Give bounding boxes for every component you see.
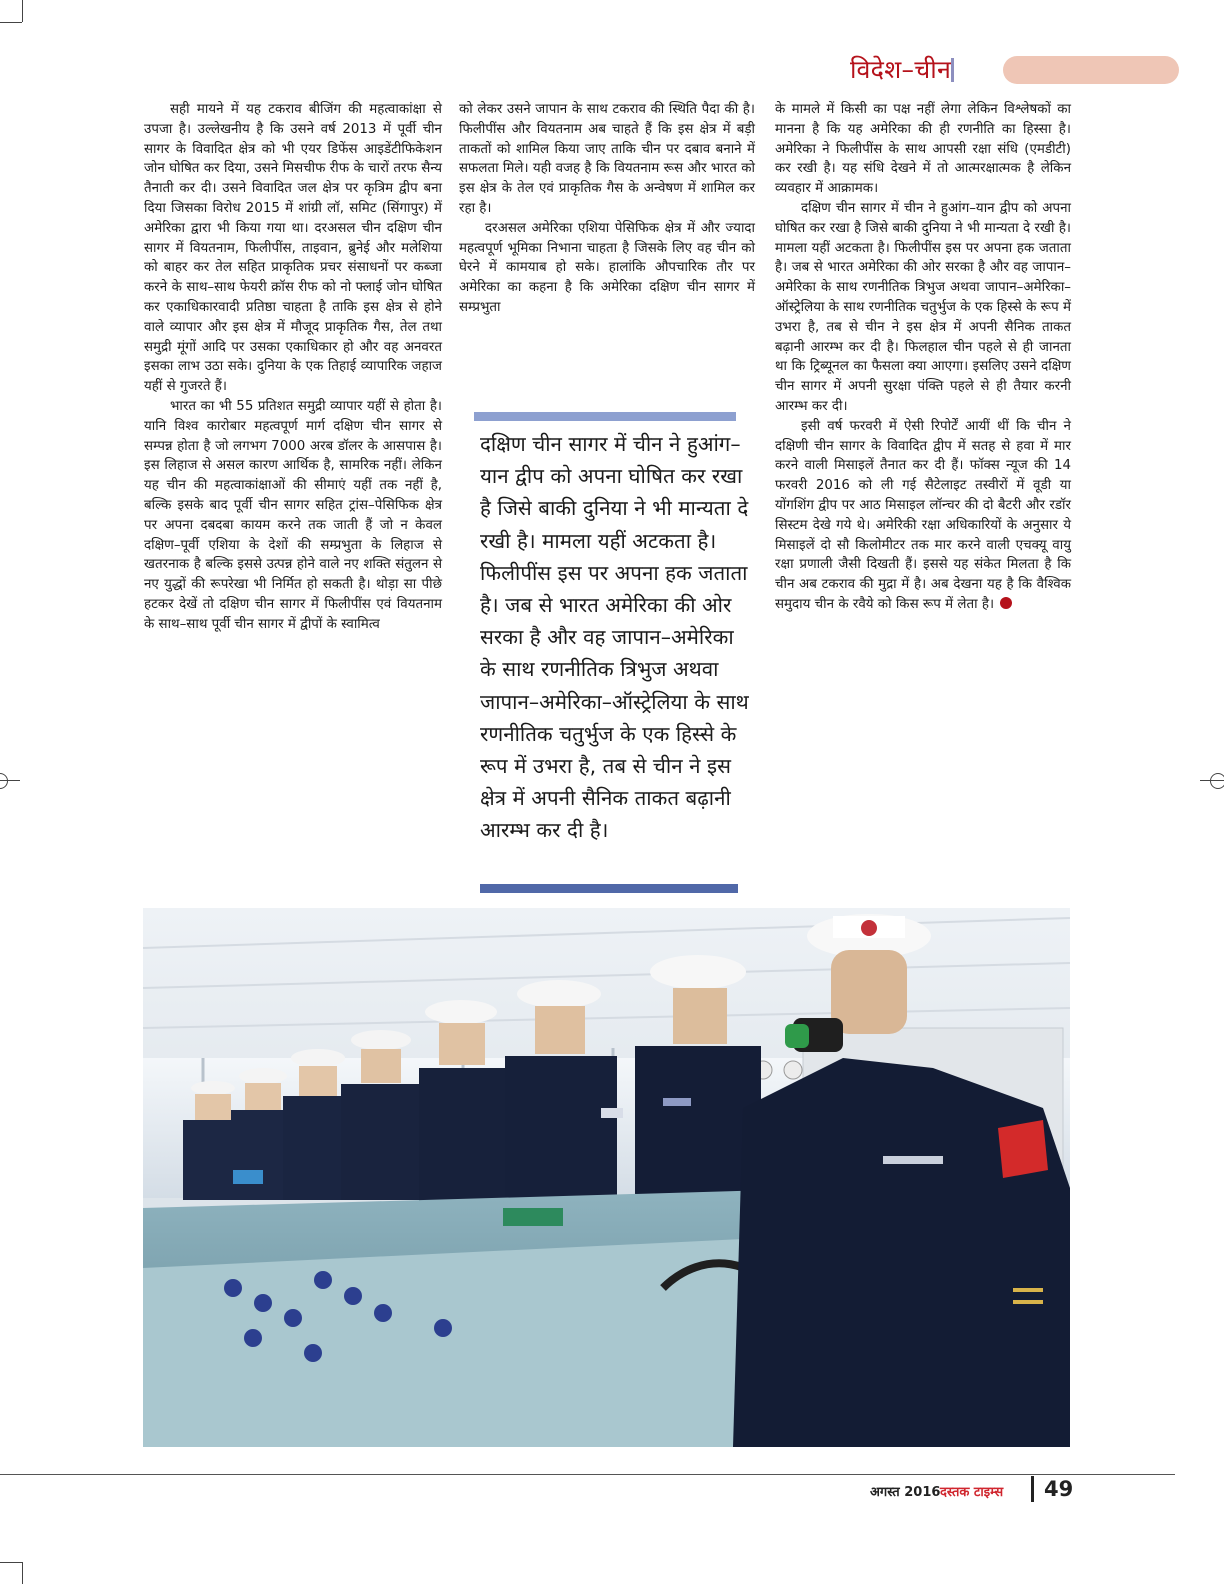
registration-mark-top-left-h	[0, 22, 22, 23]
pull-quote-bottom-rule	[480, 884, 738, 893]
paragraph-last	[775, 417, 1071, 615]
pull-quote-top-rule	[474, 412, 736, 421]
article-column-1	[144, 100, 442, 635]
paragraph: दरअसल अमेरिका एशिया पेसिफिक क्षेत्र में और ज्यादा महत्वपूर्ण भूमिका निभाना चाहता है जिसके लिए वह चीन को घेरने में कामयाब हो सके। हालांकि औपचारिक तौर पर अमेरिका का कहना है कि अमेरिका दक्षिण चीन सागर में सम्प्रभुता	[459, 220, 755, 315]
paragraph: को लेकर उसने जापान के साथ टकराव की स्थिति पैदा की है। फिलीपींस और वियतनाम अब चाहते हैं कि इस क्षेत्र में बड़ी ताकतों को शामिल किया जाए ताकि चीन पर दबाव बनाने में सफलता मिले। यही वजह है कि वियतनाम रूस और भारत को इस क्षेत्र के तेल एवं प्राकृतिक गैस के अन्वेषण में शामिल कर रहा है।	[459, 102, 755, 216]
paragraph: सही मायने में यह टकराव बीजिंग की महत्वाकांक्षा से उपजा है। उल्लेखनीय है कि उसने वर्ष 2013 में पूर्वी चीन सागर के विवादित क्षेत्र को भी एयर डिफेंस आइडेंटीफिकेशन जोन घोषित कर दिया, उसने मिसचीफ रीफ के चारों तरफ सैन्य तैनाती कर दी। उसने विवादित जल क्षेत्र पर कृत्रिम द्वीप बना दिया जिसका विरोध 2015 में शांग्री लॉ, समिट (सिंगापुर) में अमेरिका द्वारा भी किया गया था। दरअसल चीन दक्षिण चीन सागर में वियतनाम, फिलीपींस, ताइवान, ब्रुनेई और मलेशिया को बाहर कर तेल सहित प्राकृतिक प्रचर संसाधनों पर कब्जा करने के साथ–साथ फेयरी क्रॉस रीफ को नो फ्लाई जोन घोषित कर एकाधिकारवादी प्रतिष्ठा चाहता है ताकि इस क्षेत्र से होने वाले व्यापार और इस क्षेत्र में मौजूद प्राकृतिक गैस, तेल तथा समुद्री मूंगों आदि पर उसका एकाधिकार हो और वह अनवरत इसका लाभ उठा सके। दुनिया के एक तिहाई व्यापारिक जहाज यहीं से गुजरते हैं।	[144, 102, 442, 395]
article-column-3	[775, 100, 1071, 615]
registration-mark-bottom-left-v	[22, 1562, 23, 1584]
page-number: 49	[1044, 1477, 1074, 1501]
registration-mark-left-mid-circle	[0, 773, 8, 789]
photo-naval-officers-bridge	[143, 908, 1070, 1447]
registration-mark-top-left-v	[22, 0, 23, 22]
section-divider	[951, 58, 954, 82]
footer-divider	[1031, 1476, 1034, 1502]
registration-mark-right-mid-circle	[1210, 773, 1224, 789]
pull-quote: दक्षिण चीन सागर में चीन ने हुआंग–यान द्वीप को अपना घोषित कर रखा है जिसे बाकी दुनिया ने भी मान्यता दे रखी है। मामला यहीं अटकता है। फिलीपींस इस पर अपना हक जताता है। जब से भारत अमेरिका की ओर सरका है और वह जापान–अमेरिका के साथ रणनीतिक त्रिभुज अथवा जापान–अमेरिका–ऑस्ट्रेलिया के साथ रणनीतिक चतुर्भुज के एक हिस्से के रूप में उभरा है, तब से चीन ने इस क्षेत्र में अपनी सैनिक ताकत बढ़ानी आरम्भ कर दी है।	[480, 432, 749, 843]
paragraph: के मामले में किसी का पक्ष नहीं लेगा लेकिन विश्लेषकों का मानना है कि यह अमेरिका की ही रणनीति का हिस्सा है। अमेरिका ने फिलीपींस के साथ आपसी रक्षा संधि (एमडीटी) कर रखी है। यह संधि देखने में तो आत्मरक्षात्मक है लेकिन व्यवहार में आक्रामक।	[775, 102, 1071, 197]
section-label: विदेश–चीन	[850, 55, 952, 84]
registration-mark-bottom-left-h	[0, 1562, 22, 1563]
section-tab-decoration	[1003, 56, 1179, 84]
paragraph-text: इसी वर्ष फरवरी में ऐसी रिपोर्टें आयीं थीं कि चीन ने दक्षिणी चीन सागर के विवादित द्वीप में सतह से हवा में मार करने वाली मिसाइलें तैनात कर दी हैं। फॉक्स न्यूज की 14 फरवरी 2016 को ली गई सैटेलाइट तस्वीरों में वूडी या योंगशिंग द्वीप पर आठ मिसाइल लॉन्चर की दो बैटरी और रडॉर सिस्टम देखे गये थे। अमेरिकी रक्षा अधिकारियों के अनुसार ये मिसाइलें दो सौ किलोमीटर तक मार करने वाली एचक्यू वायु रक्षा प्रणाली जैसी दिखती हैं। इससे यह संकेत मिलता है कि चीन अब टकराव की मुद्रा में है। अब देखना यह है कि वैश्विक समुदाय चीन के रवैये को किस रूप में लेता है।	[775, 418, 1071, 612]
end-of-article-mark	[1000, 597, 1012, 609]
paragraph: दक्षिण चीन सागर में चीन ने हुआंग–यान द्वीप को अपना घोषित कर रखा है जिसे बाकी दुनिया ने भी मान्यता दे रखी है। मामला यहीं अटकता है। फिलीपींस इस पर अपना हक जताता है। जब से भारत अमेरिका की ओर सरका है और वह जापान–अमेरिका के साथ रणनीतिक त्रिभुज अथवा जापान–अमेरिका–ऑस्ट्रेलिया के साथ रणनीतिक चतुर्भुज के एक हिस्से के रूप में उभरा है, तब से चीन ने इस क्षेत्र में अपनी सैनिक ताकत बढ़ानी आरम्भ कर दी है। फिलहाल चीन पहले से ही जानता था कि ट्रिब्यूनल का फैसला क्या आएगा। इसलिए उसने दक्षिण चीन सागर में अपनी सुरक्षा पंक्ति पहले से ही तैयार करनी आरम्भ कर दी।	[775, 200, 1071, 414]
magazine-logo: दस्तक टाइम्स	[940, 1485, 1004, 1500]
paragraph: भारत का भी 55 प्रतिशत समुद्री व्यापार यहीं से होता है। यानि विश्व कारोबार महत्वपूर्ण मार्ग दक्षिण चीन सागर से सम्पन्न होता है जो लगभग 7000 अरब डॉलर के आसपास है। इस लिहाज से असल कारण आर्थिक है, सामरिक नहीं। लेकिन यह चीन की महत्वाकांक्षाओं की सीमाएं यहीं तक नहीं है, बल्कि इसके बाद पूर्वी चीन सागर सहित ट्रांस–पेसिफिक क्षेत्र पर अपना दबदबा कायम करने तक जाती हैं जो न केवल दक्षिण–पूर्वी एशिया के देशों की सम्प्रभुता के लिहाज से खतरनाक है बल्कि इससे उत्पन्न होने वाले नए शक्ति संतुलन से नए युद्धों की रूपरेखा भी निर्मित हो सकती है। थोड़ा सा पीछे हटकर देखें तो दक्षिण चीन सागर में फिलीपींस एवं वियतनाम के साथ–साथ पूर्वी चीन सागर में द्वीपों के स्वामित्व	[144, 398, 442, 632]
footer-rule	[0, 1474, 1175, 1475]
article-column-2	[459, 100, 755, 318]
issue-date: अगस्त 2016	[870, 1485, 941, 1500]
